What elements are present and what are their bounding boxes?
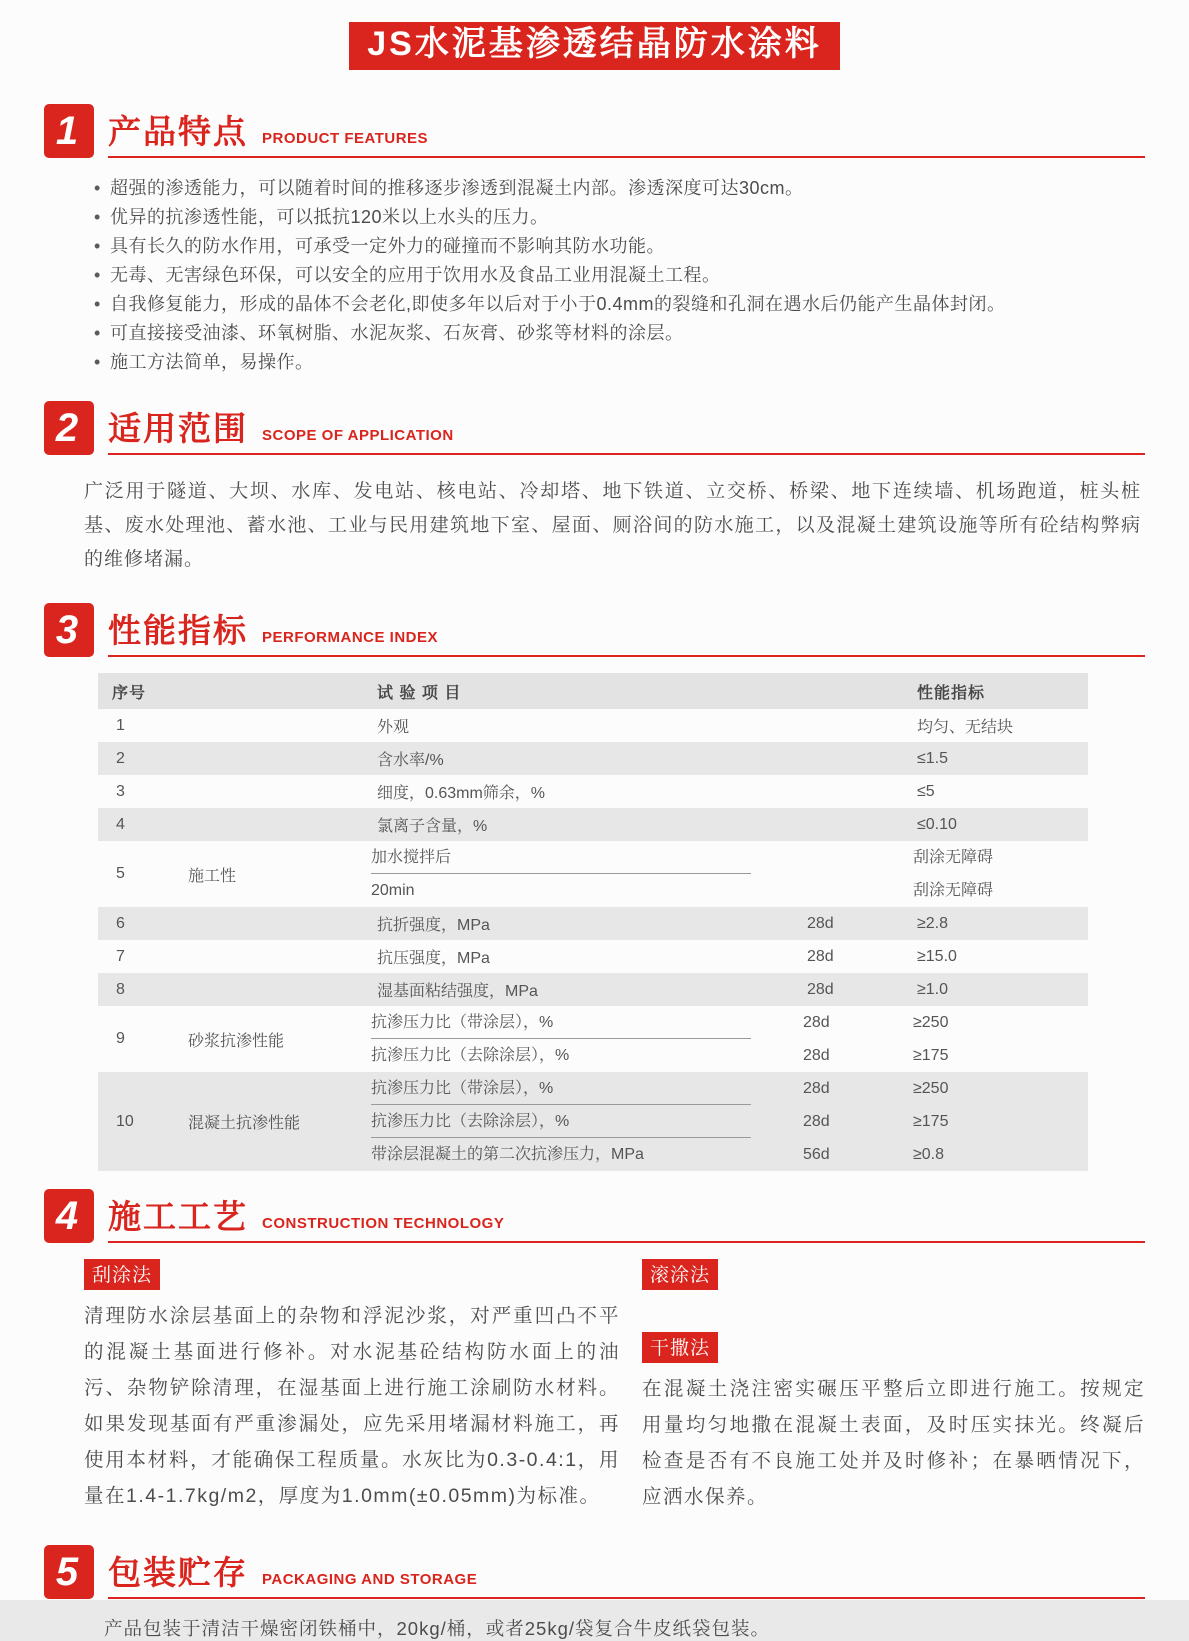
section-scope (44, 401, 1145, 577)
cell-index: ≥250 ≥175 (913, 1014, 949, 1065)
feature-item: • 超强的渗透能力，可以随着时间的推移逐步渗透到混凝土内部。渗透深度可达30cm。 (92, 174, 1145, 203)
table-row (98, 1006, 1088, 1072)
cell-item: 细度，0.63mm筛余，% (377, 785, 546, 803)
cell-item: 抗压强度，MPa (377, 950, 490, 968)
cell-item: 加水搅拌后 20min (363, 841, 793, 907)
cell-item: 湿基面粘结强度，MPa (377, 983, 538, 1001)
table-row (98, 1072, 1088, 1171)
cell-category: 施工性 (188, 867, 237, 885)
section-titles (108, 106, 1145, 158)
cell-age: 28d (807, 914, 834, 932)
cell-index: ≤0.10 (917, 815, 957, 833)
section-titles (108, 403, 1145, 455)
cell-index: ≥15.0 (917, 947, 957, 965)
section-header (44, 104, 1145, 158)
table-row (98, 775, 1088, 808)
construction-columns (84, 1259, 1145, 1515)
section-titles (108, 1547, 1145, 1599)
cell-category: 混凝土抗渗性能 (188, 1115, 301, 1133)
cell-item: 含水率/% (377, 752, 444, 770)
table-header-row (98, 673, 1088, 709)
feature-item: • 可直接接受油漆、环氧树脂、水泥灰浆、石灰膏、砂浆等材料的涂层。 (92, 319, 1145, 348)
section-number-badge: 1 (44, 104, 94, 158)
method-text-scrape: 清理防水涂层基面上的杂物和浮泥沙浆，对严重凹凸不平的混凝土基面进行修补。对水泥基砼结构防水面上的油污、杂物铲除清理，在湿基面上进行施工涂刷防水材料。如果发现基面有严重渗漏处，应先采用堵漏材料施工，再使用本材料，才能确保工程质量。水灰比为0.3-0.4:1，用量在1.4-1.7kg/m2，厚度为1.0mm(±0.05mm)为标准。 (84, 1305, 620, 1508)
table-row (98, 742, 1088, 775)
table-row (98, 907, 1088, 940)
cell-no: 7 (116, 947, 125, 965)
section-title: 包装贮存 (108, 1554, 248, 1592)
section-product-features (44, 104, 1145, 377)
cell-index: ≥250 ≥175 ≥0.8 (913, 1080, 949, 1164)
feature-item: • 自我修复能力，形成的晶体不会老化,即使多年以后对于小于0.4mm的裂缝和孔洞在遇水后仍能产生晶体封闭。 (92, 290, 1145, 319)
section-performance (44, 603, 1145, 1171)
performance-table (98, 673, 1088, 1171)
table-row (98, 940, 1088, 973)
cell-index: ≤5 (917, 782, 935, 800)
section-header (44, 401, 1145, 455)
table-row (98, 841, 1088, 907)
feature-item: • 无毒、无害绿色环保，可以安全的应用于饮用水及食品工业用混凝土工程。 (92, 261, 1145, 290)
header-index: 性能指标 (917, 684, 986, 702)
page-title: JS水泥基渗透结晶防水涂料 (349, 22, 840, 70)
section-number-badge: 2 (44, 401, 94, 455)
cell-age: 28d 28d (803, 1014, 830, 1065)
method-roll-dry-column (642, 1259, 1145, 1515)
section-header (44, 1545, 1145, 1599)
cell-no: 4 (116, 815, 125, 833)
method-text-dry: 在混凝土浇注密实碾压平整后立即进行施工。按规定用量均匀地撒在混凝土表面，及时压实抹光。终凝后检查是否有不良施工处并及时修补；在暴晒情况下，应洒水保养。 (642, 1378, 1145, 1509)
packaging-text: 产品包装于清洁干燥密闭铁桶中，20kg/桶，或者25kg/袋复合牛皮纸袋包装。 (104, 1618, 771, 1640)
cell-age: 28d (807, 947, 834, 965)
section-subtitle: SCOPE OF APPLICATION (262, 427, 454, 445)
method-tag-dry: 干撒法 (642, 1332, 718, 1363)
cell-no: 5 (116, 865, 125, 883)
section-construction (44, 1189, 1145, 1515)
section-title: 施工工艺 (108, 1198, 248, 1236)
feature-item: • 优异的抗渗透性能，可以抵抗120米以上水头的压力。 (92, 203, 1145, 232)
cell-item: 抗渗压力比（带涂层），% 抗渗压力比（去除涂层），% (363, 1006, 793, 1072)
section-title: 产品特点 (108, 113, 248, 151)
section-titles (108, 605, 1145, 657)
cell-no: 10 (116, 1112, 134, 1130)
section-number-badge: 3 (44, 603, 94, 657)
cell-no: 1 (116, 716, 125, 734)
cell-no: 2 (116, 749, 125, 767)
cell-no: 6 (116, 914, 125, 932)
section-subtitle: CONSTRUCTION TECHNOLOGY (262, 1215, 505, 1233)
feature-item: • 施工方法简单，易操作。 (92, 348, 1145, 377)
section-title: 适用范围 (108, 410, 248, 448)
section-titles (108, 1191, 1145, 1243)
cell-item: 抗折强度，MPa (377, 917, 490, 935)
section-title: 性能指标 (108, 612, 248, 650)
section-number-badge: 4 (44, 1189, 94, 1243)
cell-age: 28d (807, 980, 834, 998)
table-row (98, 709, 1088, 742)
section-packaging (44, 1545, 1145, 1641)
section-header (44, 603, 1145, 657)
method-scrape-column (84, 1259, 620, 1515)
section-subtitle: PRODUCT FEATURES (262, 130, 429, 148)
cell-item: 抗渗压力比（带涂层），% 抗渗压力比（去除涂层），% 带涂层混凝土的第二次抗渗压力，MPa (363, 1072, 793, 1171)
cell-item: 外观 (377, 719, 410, 737)
cell-index: 刮涂无障碍 刮涂无障碍 (913, 849, 994, 900)
feature-item: • 具有长久的防水作用，可承受一定外力的碰撞而不影响其防水功能。 (92, 232, 1145, 261)
method-tag-roll: 滚涂法 (642, 1259, 718, 1290)
header-no: 序号 (112, 684, 147, 702)
section-header (44, 1189, 1145, 1243)
method-tag-scrape: 刮涂法 (84, 1259, 160, 1290)
cell-item: 氯离子含量，% (377, 818, 488, 836)
cell-no: 9 (116, 1030, 125, 1048)
cell-index: 均匀、无结块 (917, 719, 1014, 737)
cell-age: 28d 28d 56d (803, 1080, 830, 1164)
header-item: 试 验 项 目 (377, 684, 462, 702)
features-list (92, 174, 1145, 377)
cell-no: 8 (116, 980, 125, 998)
table-row (98, 973, 1088, 1006)
section-number-badge: 5 (44, 1545, 94, 1599)
cell-index: ≥2.8 (917, 914, 949, 932)
section-subtitle: PERFORMANCE INDEX (262, 629, 439, 647)
section-subtitle: PACKAGING AND STORAGE (262, 1571, 478, 1589)
cell-index: ≥1.0 (917, 980, 949, 998)
cell-category: 砂浆抗渗性能 (188, 1032, 285, 1050)
table-row (98, 808, 1088, 841)
cell-index: ≤1.5 (917, 749, 949, 767)
scope-text: 广泛用于隧道、大坝、水库、发电站、核电站、冷却塔、地下铁道、立交桥、桥梁、地下连续墙、机场跑道，桩头桩基、废水处理池、蓄水池、工业与民用建筑地下室、屋面、厕浴间的防水施工，以及混凝土建筑设施等所有砼结构弊病的维修堵漏。 (84, 481, 1141, 571)
cell-no: 3 (116, 782, 125, 800)
